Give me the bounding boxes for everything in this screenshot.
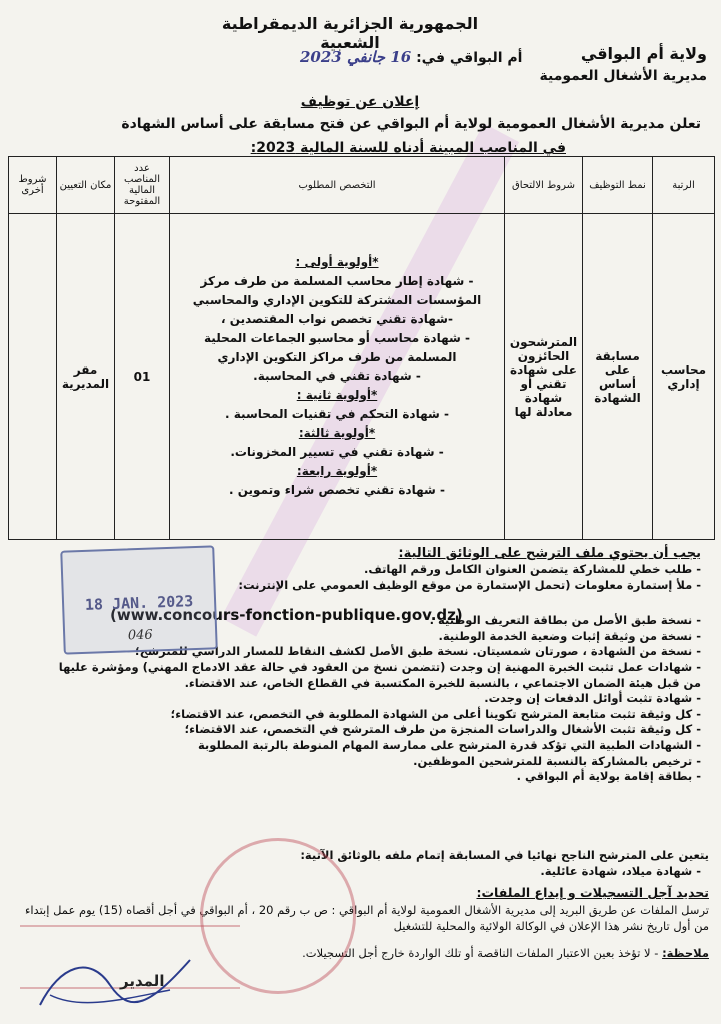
specialty-line: - شهادة التحكم في تقنيات المحاسبة . bbox=[225, 407, 449, 421]
successful-list bbox=[540, 864, 701, 878]
announcement-title: إعلان عن توظيف bbox=[300, 94, 420, 110]
cell-recruitment-mode: مسابقة على أساس الشهادة bbox=[583, 214, 653, 540]
specialty-line: - شهادة إطار محاسب المسلمة من طرف مركز bbox=[200, 274, 474, 288]
list-item: - كل وثيقة تثبت الأشغال والدراسات المنجزة من طرف المترشح في التخصص، عند الاقتضاء؛ bbox=[184, 722, 701, 737]
specialty-line: *أولوية ثانية : bbox=[296, 388, 378, 402]
successful-title: يتعين على المترشح الناجح نهائيا في المسابقة إتمام ملفه بالوثائق الآتية: bbox=[300, 848, 709, 862]
stamp-number: 046 bbox=[127, 627, 153, 644]
list-item: - بطاقة إقامة بولاية أم البواقي . bbox=[516, 769, 701, 784]
header-specialty: التخصص المطلوب bbox=[170, 157, 505, 214]
header-posts-count: عدد المناصب المالية المفتوحة bbox=[115, 157, 170, 214]
specialty-line: *أولوية رابعة: bbox=[296, 464, 378, 478]
header-location: مكان التعيين bbox=[57, 157, 115, 214]
list-item: من قبل هيئة الضمان الاجتماعي ، بالنسبة للخبرة المكتسبة في القطاع الخاص، عند الاقتضاء. bbox=[184, 675, 701, 690]
header-recruitment-mode: نمط التوظيف bbox=[583, 157, 653, 214]
specialty-line: المسلمة من طرف مراكز التكوين الإداري bbox=[217, 350, 457, 364]
list-item: - نسخة من وثيقة إثبات وضعية الخدمة الوطنية. bbox=[438, 628, 701, 643]
specialty-line: المؤسسات المشتركة للتكوين الإداري والمحاسبي bbox=[192, 293, 482, 307]
list-item: - ملأ إستمارة معلومات (تحمل الإستمارة من موقع الوظيف العمومي على الإنترنت: bbox=[238, 577, 701, 592]
requirements-title: يجب أن يحتوي ملف الترشح على الوثائق التالية: bbox=[398, 546, 701, 561]
list-item: - شهادة تثبت أوائل الدفعات إن وجدت. bbox=[484, 691, 701, 706]
specialty-line: - شهادة محاسب أو محاسبو الجماعات المحلية bbox=[204, 331, 470, 345]
table-header-row bbox=[9, 157, 715, 214]
reception-stamp bbox=[60, 545, 218, 654]
date-line bbox=[300, 48, 522, 66]
date-place: أم البواقي في: bbox=[416, 50, 523, 66]
republic-title: الجمهورية الجزائرية الديمقراطية الشعبية bbox=[221, 14, 479, 52]
table-row bbox=[9, 214, 715, 540]
intro-line-1: تعلن مديرية الأشغال العمومية لولاية أم البواقي عن فتح مسابقة على أساس الشهادة bbox=[121, 116, 701, 132]
directorate-name: مديرية الأشغال العمومية bbox=[539, 68, 707, 84]
application-form-url[interactable]: (www.concours-fonction-publique.gov.dz) bbox=[110, 606, 463, 624]
specialty-line: - شهادة تقني تخصص شراء وتموين . bbox=[229, 483, 445, 497]
specialty-line: -شهادة تقني تخصص نواب المقتصدين ، bbox=[221, 312, 453, 326]
note-text: - لا تؤخذ بعين الاعتبار الملفات الناقصة أو تلك الواردة خارج أجل التسجيلات. bbox=[302, 946, 659, 960]
specialty-line: *أولوية ثالثة: bbox=[298, 426, 376, 440]
header-conditions: شروط الالتحاق bbox=[505, 157, 583, 214]
note-label: ملاحظة: bbox=[662, 946, 709, 960]
cell-specialty bbox=[170, 214, 505, 540]
posts-table bbox=[8, 156, 715, 540]
list-item: - طلب خطي للمشاركة يتضمن العنوان الكامل ورقم الهاتف. bbox=[364, 562, 701, 576]
date-handwritten: 16 جانفي 2023 bbox=[300, 48, 412, 66]
list-item: - الشهادات الطبية التي تؤكد قدرة المترشح على ممارسة المهام المنوطة بالرتبة المطلوبة bbox=[197, 737, 701, 752]
cell-conditions: المترشحون الحائزون على شهادة تقني أو شهادة معادلة لها bbox=[505, 214, 583, 540]
list-item: - ترخيص بالمشاركة بالنسبة للمترشحين الموظفين. bbox=[413, 753, 701, 768]
stamp-date: 18 JAN. 2023 bbox=[84, 592, 194, 614]
list-item: - شهادة ميلاد، شهادة عائلية. bbox=[540, 864, 701, 878]
cell-rank: محاسب إداري bbox=[653, 214, 715, 540]
list-item: - نسخة طبق الأصل من بطاقة التعريف الوطنية . bbox=[429, 613, 701, 628]
cell-location: مقر المديرية bbox=[57, 214, 115, 540]
signature-icon bbox=[30, 945, 200, 1015]
deadline-title: تحديد آجل التسجيلات و إيداع الملفات: bbox=[476, 885, 709, 900]
director-label: المدير bbox=[120, 972, 165, 990]
cell-other bbox=[9, 214, 57, 540]
header-rank: الرتبة bbox=[653, 157, 715, 214]
deadline-text: ترسل الملفات عن طريق البريد إلى مديرية الأشغال العمومية لولاية أم البواقي : ص ب رقم 20 ، أم البواقي في أجل أقصاه (15) يوم عمل إبتداء من أول تاريخ نشر هذا الإعلان في الوكالة الولائية والمحلية للتشغيل bbox=[24, 903, 709, 933]
specialty-line: *أولوية أولى : bbox=[295, 255, 379, 269]
list-item: - نسخة من الشهادة ، صورتان شمسيتان. نسخة طبق الأصل لكشف النقاط للمسار الدراسي للمترشح؛ bbox=[134, 644, 701, 659]
list-item: - كل وثيقة تثبت متابعة المترشح تكوينا أعلى من الشهادة المطلوبة في التخصص، عند الاقتضاء؛ bbox=[170, 706, 701, 721]
wilaya-name: ولاية أم البواقي bbox=[580, 44, 707, 63]
specialty-line: - شهادة تقني في تسيير المخزونات. bbox=[230, 445, 444, 459]
intro-line-2: في المناصب المبينة أدناه للسنة المالية 2023: bbox=[250, 140, 566, 156]
list-item: - شهادات عمل تثبت الخبرة المهنية إن وجدت (تتضمن نسخ من العقود في حالة عقد الادماج المهني) ومؤشرة عليها bbox=[58, 659, 701, 674]
cell-posts-count: 01 bbox=[115, 214, 170, 540]
note bbox=[302, 946, 709, 960]
specialty-line: - شهادة تقني في المحاسبة. bbox=[253, 369, 421, 383]
header-other: شروط أخرى bbox=[9, 157, 57, 214]
